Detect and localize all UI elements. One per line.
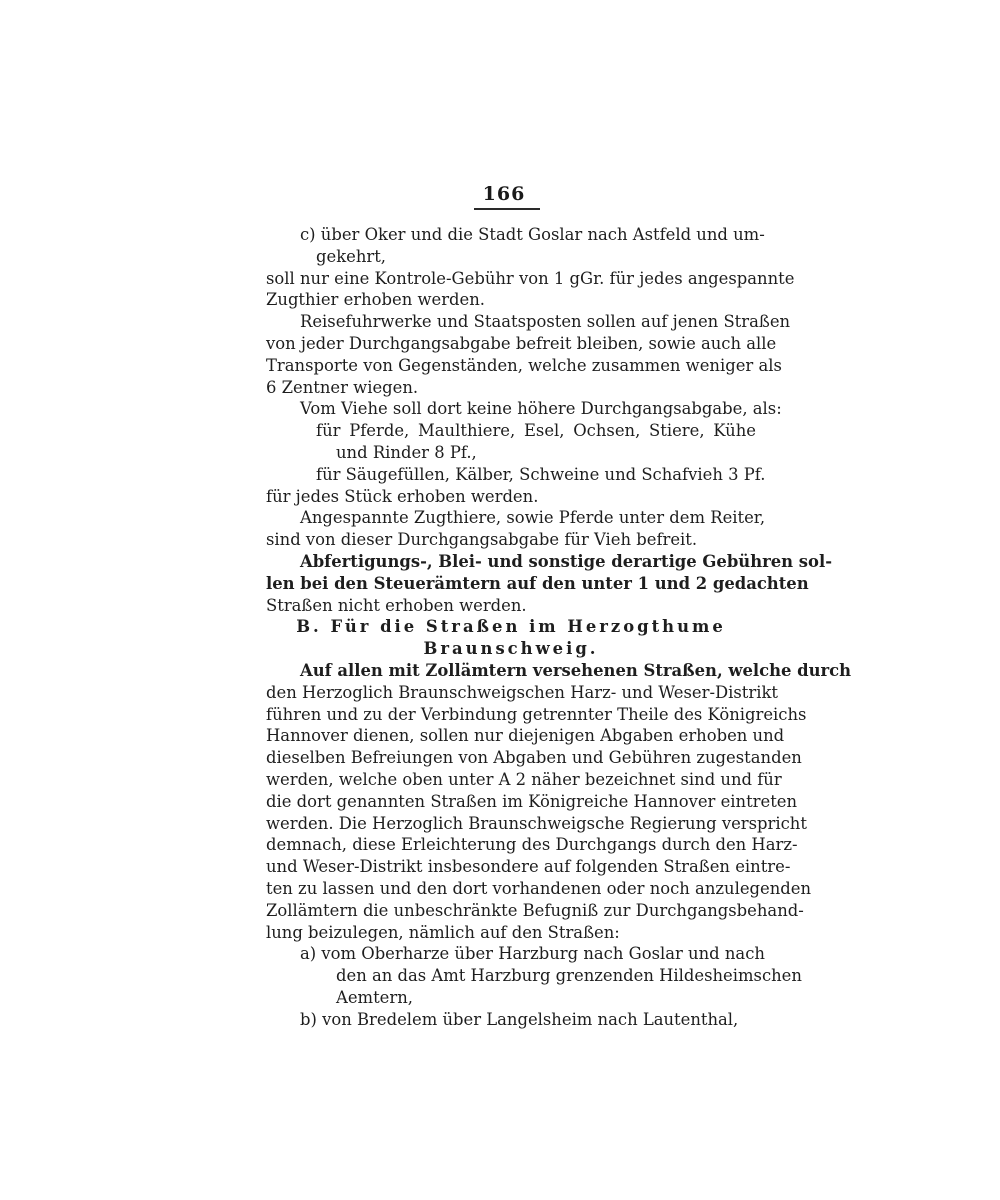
text-line: für jedes Stück erhoben werden. bbox=[266, 486, 539, 506]
text-line: und Weser-Distrikt insbesondere auf folgenden Straßen eintre- bbox=[266, 857, 791, 877]
text-line: Abfertigungs-, Blei- und sonstige derartige Gebühren sol- bbox=[300, 551, 832, 571]
page-number-rule bbox=[474, 208, 540, 210]
body-text bbox=[266, 224, 852, 1030]
text-line: und Rinder 8 Pf., bbox=[336, 442, 477, 462]
text-line: Straßen nicht erhoben werden. bbox=[266, 595, 527, 615]
text-line: Zugthier erhoben werden. bbox=[266, 290, 486, 310]
text-line: Angespannte Zugthiere, sowie Pferde unter dem Reiter, bbox=[300, 508, 766, 528]
text-line: Vom Viehe soll dort keine höhere Durchgangsabgabe, als: bbox=[300, 399, 782, 419]
text-line: Auf allen mit Zollämtern versehenen Straßen, welche durch bbox=[300, 660, 852, 680]
text-line: len bei den Steuerämtern auf den unter 1 und 2 gedachten bbox=[266, 573, 809, 593]
text-line: gekehrt, bbox=[316, 246, 387, 266]
text-line: sind von dieser Durchgangsabgabe für Vieh befreit. bbox=[266, 530, 698, 550]
text-line: 6 Zentner wiegen. bbox=[266, 377, 419, 397]
text-line: demnach, diese Erleichterung des Durchgangs durch den Harz- bbox=[266, 835, 798, 855]
text-line: dieselben Befreiungen von Abgaben und Gebühren zugestanden bbox=[266, 748, 802, 768]
text-line: werden. Die Herzoglich Braunschweigsche Regierung verspricht bbox=[266, 813, 807, 833]
text-line: Hannover dienen, sollen nur diejenigen Abgaben erhoben und bbox=[266, 726, 785, 746]
text-line: ten zu lassen und den dort vorhandenen oder noch anzulegenden bbox=[266, 878, 812, 898]
text-line: Zollämtern die unbeschränkte Befugniß zur Durchgangsbehand- bbox=[266, 900, 804, 920]
text-line: den Herzoglich Braunschweigschen Harz- und Weser-Distrikt bbox=[266, 682, 778, 702]
text-line: von jeder Durchgangsabgabe befreit bleiben, sowie auch alle bbox=[266, 333, 777, 353]
text-line: für Pferde, Maulthiere, Esel, Ochsen, Stiere, Kühe bbox=[316, 421, 756, 441]
text-line: führen und zu der Verbindung getrennter Theile des Königreichs bbox=[266, 704, 807, 724]
text-line: Transporte von Gegenständen, welche zusammen weniger als bbox=[266, 355, 782, 375]
section-heading: B. Für die Straßen im Herzogthume bbox=[296, 617, 726, 637]
text-line: Reisefuhrwerke und Staatsposten sollen auf jenen Straßen bbox=[300, 312, 791, 332]
text-line: soll nur eine Kontrole-Gebühr von 1 gGr. für jedes angespannte bbox=[266, 268, 795, 288]
text-line: für Säugefüllen, Kälber, Schweine und Schafvieh 3 Pf. bbox=[316, 464, 766, 484]
text-line: c) über Oker und die Stadt Goslar nach Astfeld und um- bbox=[300, 225, 765, 244]
text-line: b) von Bredelem über Langelsheim nach Lautenthal, bbox=[300, 1009, 739, 1029]
text-line: a) vom Oberharze über Harzburg nach Goslar und nach bbox=[300, 944, 765, 964]
text-line: Aemtern, bbox=[336, 987, 413, 1007]
text-line: werden, welche oben unter A 2 näher bezeichnet sind und für bbox=[266, 769, 782, 789]
section-heading: Braunschweig. bbox=[423, 639, 599, 659]
page-number: 166 bbox=[482, 183, 526, 205]
text-line: die dort genannten Straßen im Königreiche Hannover eintreten bbox=[266, 791, 798, 811]
text-line: lung beizulegen, nämlich auf den Straßen: bbox=[266, 922, 620, 942]
text-line: den an das Amt Harzburg grenzenden Hildesheimschen bbox=[336, 966, 802, 986]
